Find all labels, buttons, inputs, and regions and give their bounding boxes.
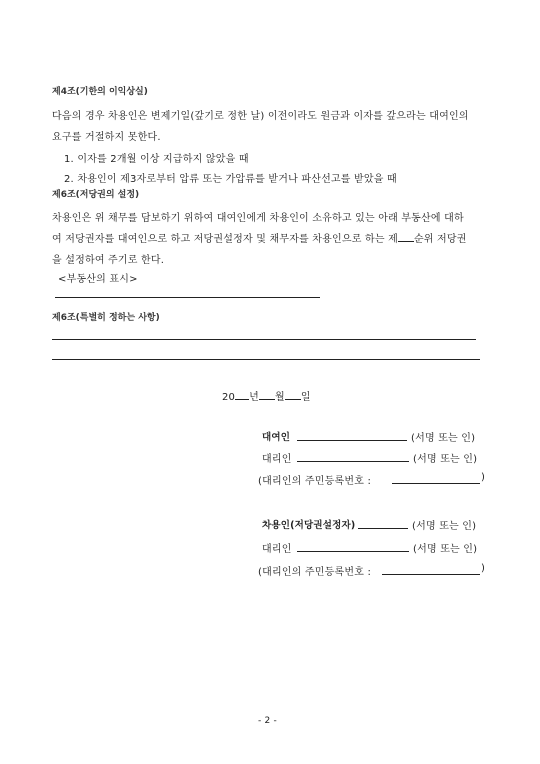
borrower-agent-id-close: )	[481, 563, 486, 574]
special-terms-line-1	[52, 339, 476, 340]
borrower-agent-label: 대리인	[262, 544, 292, 555]
borrower-agent-sign-line	[297, 551, 409, 552]
lender-agent-sign-line	[297, 461, 409, 462]
article4-line1: 다음의 경우 차용인은 변제기일(갚기로 정한 날) 이전이라도 원금과 이자를 갚으라는 대여인의	[52, 111, 469, 122]
article4-item1: 1. 이자를 2개월 이상 지급하지 않았을 때	[64, 154, 249, 165]
lender-sign: (서명 또는 인)	[411, 433, 476, 444]
rank-blank	[398, 231, 414, 242]
borrower-label: 차용인(저당권설정자)	[262, 520, 356, 531]
page-number: - 2 -	[258, 716, 277, 726]
lender-agent-id-close: )	[481, 472, 486, 483]
borrower-agent-id-label: (대리인의 주민등록번호 :	[258, 567, 372, 578]
article4-heading: 제4조(기한의 이익상실)	[52, 87, 148, 97]
lender-agent-id-label: (대리인의 주민등록번호 :	[258, 476, 372, 487]
date-line	[222, 388, 311, 403]
article5-heading: 제6조(저당권의 설정)	[52, 190, 140, 200]
date-year: 년	[249, 392, 259, 403]
year-blank	[235, 389, 249, 400]
borrower-agent-sign: (서명 또는 인)	[413, 544, 478, 555]
date-day: 일	[300, 392, 311, 403]
lender-agent-id-line	[392, 483, 480, 484]
date-month: 월	[275, 392, 285, 403]
article5-line2-part2: 순위 저당권	[413, 234, 467, 245]
property-line	[55, 297, 320, 298]
day-blank	[285, 389, 301, 400]
article6-heading: 제6조(특별히 정하는 사항)	[52, 313, 160, 323]
borrower-sign-line	[358, 528, 408, 529]
article4-item2: 2. 차용인이 제3자로부터 압류 또는 가압류를 받거나 파산선고를 받았을 때	[64, 174, 397, 185]
lender-sign-line	[297, 440, 407, 441]
borrower-agent-id-line	[382, 574, 480, 575]
lender-agent-label: 대리인	[262, 454, 292, 465]
month-blank	[259, 389, 275, 400]
lender-label: 대여인	[262, 432, 291, 443]
special-terms-line-2	[52, 359, 480, 360]
article5-line1: 차용인은 위 채무를 담보하기 위하여 대여인에게 차용인이 소유하고 있는 아래 부동산에 대하	[52, 213, 464, 224]
property-label: <부동산의 표시>	[58, 274, 138, 285]
article5-line2-part1: 여 저당권자를 대여인으로 하고 저당권설정자 및 채무자를 차용인으로 하는 제	[52, 234, 398, 245]
article5-line3: 을 설정하여 주기로 한다.	[52, 255, 165, 266]
article5-line2	[52, 230, 467, 245]
date-prefix: 20	[222, 392, 236, 403]
borrower-sign: (서명 또는 인)	[412, 521, 477, 532]
lender-agent-sign: (서명 또는 인)	[413, 454, 478, 465]
article4-line2: 요구를 거절하지 못한다.	[52, 132, 161, 143]
